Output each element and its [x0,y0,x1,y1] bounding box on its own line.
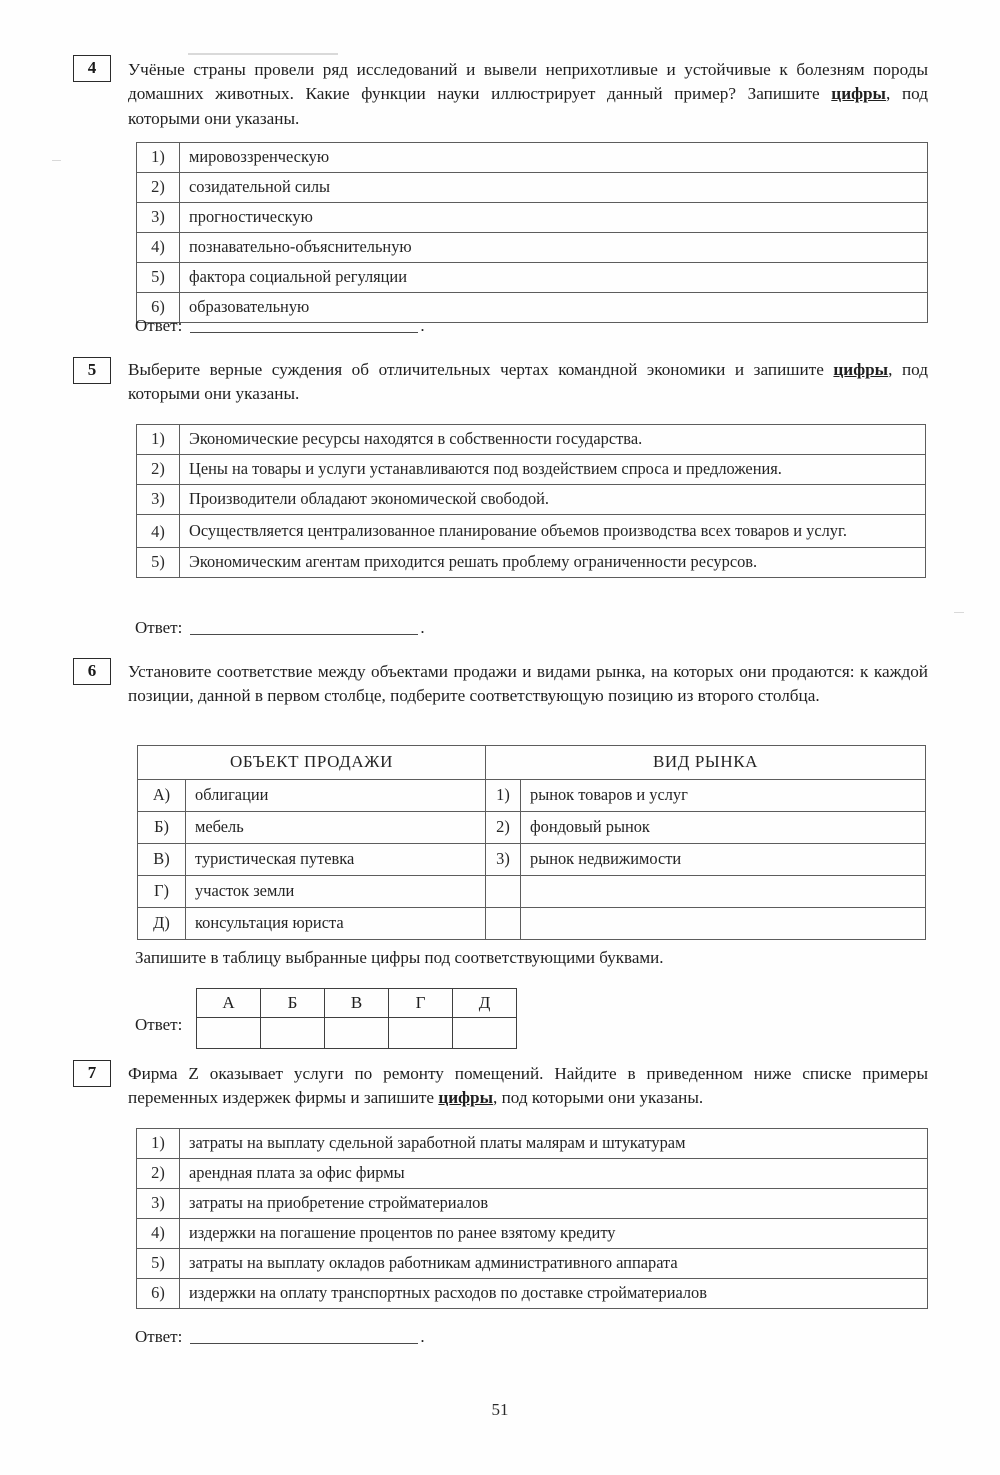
page-number: 51 [491,1400,509,1419]
option-text: издержки на оплату транспортных расходов по доставке стройматериалов [180,1279,928,1309]
task-prompt-5-before: Выберите верные суждения об отличительных чертах командной экономики и запишите [128,360,834,379]
option-index: 6) [137,293,180,323]
answer-line-4 [135,316,425,336]
option-index: 6) [137,1279,180,1309]
table-row [137,455,926,485]
matching-letter: Д) [138,908,186,940]
table-row [137,233,928,263]
answer-grid-cell[interactable] [453,1018,517,1049]
option-index: 2) [137,1159,180,1189]
task-number-4: 4 [73,55,111,82]
option-index: 1) [137,425,180,455]
answer-grid-header: В [325,989,389,1018]
option-text: Экономическим агентам приходится решать проблему ограниченности ресурсов. [180,548,926,578]
option-index: 4) [137,233,180,263]
table-header-row [197,989,517,1018]
option-index: 4) [137,515,180,548]
table-row [137,1129,928,1159]
task-number-5: 5 [73,357,111,384]
matching-digit: 1) [486,780,521,812]
task-prompt-7-before: Фирма Z оказывает услуги по ремонту помещений. Найдите в приведенном ниже списке примеры переменных издержек фирмы и запишите [128,1064,928,1108]
option-index: 1) [137,143,180,173]
table-row [137,425,926,455]
option-index: 3) [137,485,180,515]
matching-digit [486,908,521,940]
scan-artifact [188,53,338,55]
table-row [137,1249,928,1279]
matching-digit: 2) [486,812,521,844]
answer-period: . [420,618,425,637]
answer-period: . [420,316,425,335]
task-5-options-table [136,424,926,578]
table-row [138,908,926,940]
table-row [137,1159,928,1189]
task-prompt-4-emphasis: цифры [831,84,886,104]
task-prompt-4-before: Учёные страны провели ряд исследований и вывели неприхотливые и устойчивые к болезням породы домашних животных. Какие функции науки иллюстрирует данный пример? Запишите [128,60,928,104]
answer-label: Ответ: [135,618,183,637]
option-index: 3) [137,1189,180,1219]
answer-label: Ответ: [135,1015,183,1034]
task-prompt-4 [128,58,928,131]
answer-period: . [420,1327,425,1346]
scan-artifact [52,160,61,161]
option-text: Цены на товары и услуги устанавливаются под воздействием спроса и предложения. [180,455,926,485]
answer-label-6 [135,1015,186,1035]
option-text: арендная плата за офис фирмы [180,1159,928,1189]
answer-blank[interactable] [190,318,418,333]
task-prompt-6-before: Установите соответствие между объектами продажи и видами рынка, на которых они продаются: к каждой позиции, данной в первом столбце, подберите соответствующую позицию из второго столбца. [128,662,928,706]
option-text: Осуществляется централизованное планирование объемов производства всех товаров и услуг. [180,515,926,548]
answer-grid-header: Д [453,989,517,1018]
answer-grid-cell[interactable] [197,1018,261,1049]
option-text: мировоззренческую [180,143,928,173]
table-row [137,1189,928,1219]
option-index: 1) [137,1129,180,1159]
option-text: затраты на выплату окладов работникам административного аппарата [180,1249,928,1279]
matching-letter: Г) [138,876,186,908]
option-text: затраты на приобретение стройматериалов [180,1189,928,1219]
matching-left-text: участок земли [186,876,486,908]
task-prompt-4-after: , под которыми они указаны. [128,84,928,128]
table-row [138,812,926,844]
answer-grid-cell[interactable] [389,1018,453,1049]
table-row [137,143,928,173]
answer-line-7 [135,1327,425,1347]
matching-left-text: туристическая путевка [186,844,486,876]
option-index: 5) [137,548,180,578]
table-row [197,1018,517,1049]
matching-right-text [521,908,926,940]
table-row [137,548,926,578]
option-text: познавательно-объяснительную [180,233,928,263]
matching-right-text: рынок недвижимости [521,844,926,876]
table-header-row [138,746,926,780]
option-text: Производители обладают экономической свободой. [180,485,926,515]
task-number-7: 7 [73,1060,111,1087]
option-text: Экономические ресурсы находятся в собственности государства. [180,425,926,455]
table-row [137,1279,928,1309]
matching-left-header: ОБЪЕКТ ПРОДАЖИ [138,746,486,780]
task-6-note: Запишите в таблицу выбранные цифры под соответствующими буквами. [135,948,664,967]
scan-artifact [954,612,964,613]
table-row [137,203,928,233]
answer-label: Ответ: [135,1327,183,1346]
matching-left-text: консультация юриста [186,908,486,940]
task-6-answer-grid [196,988,517,1049]
matching-digit [486,876,521,908]
task-prompt-5-after: , под которыми они указаны. [128,360,928,404]
answer-grid-header: Г [389,989,453,1018]
task-prompt-7-after: , под которыми они указаны. [493,1088,704,1108]
matching-right-text [521,876,926,908]
answer-grid-cell[interactable] [261,1018,325,1049]
option-text: созидательной силы [180,173,928,203]
option-index: 2) [137,455,180,485]
option-index: 4) [137,1219,180,1249]
task-prompt-6 [128,660,928,709]
option-text: фактора социальной регуляции [180,263,928,293]
option-index: 5) [137,263,180,293]
task-number-6: 6 [73,658,111,685]
table-row [138,876,926,908]
option-text: прогностическую [180,203,928,233]
matching-left-text: мебель [186,812,486,844]
table-row [137,263,928,293]
task-7-options-table [136,1128,928,1309]
matching-right-text: рынок товаров и услуг [521,780,926,812]
task-prompt-5-emphasis: цифры [833,360,889,379]
matching-letter: В) [138,844,186,876]
task-prompt-7 [128,1062,928,1111]
table-row [137,173,928,203]
answer-blank[interactable] [190,620,418,635]
table-row [138,844,926,876]
option-index: 3) [137,203,180,233]
matching-right-text: фондовый рынок [521,812,926,844]
answer-grid-header: А [197,989,261,1018]
table-row [137,515,926,548]
answer-line-5 [135,618,425,638]
table-row [137,485,926,515]
task-prompt-5 [128,358,928,407]
task-6-matching-table [137,745,926,940]
matching-letter: А) [138,780,186,812]
task-prompt-7-emphasis: цифры [438,1088,493,1108]
matching-right-header: ВИД РЫНКА [486,746,926,780]
task-4-options-table [136,142,928,323]
table-row [137,1219,928,1249]
option-text: затраты на выплату сдельной заработной платы малярам и штукатурам [180,1129,928,1159]
option-index: 2) [137,173,180,203]
answer-blank[interactable] [190,1329,418,1344]
option-text: образовательную [180,293,928,323]
answer-grid-header: Б [261,989,325,1018]
answer-label: Ответ: [135,316,183,335]
matching-digit: 3) [486,844,521,876]
table-row [138,780,926,812]
matching-letter: Б) [138,812,186,844]
matching-left-text: облигации [186,780,486,812]
option-index: 5) [137,1249,180,1279]
option-text: издержки на погашение процентов по ранее взятому кредиту [180,1219,928,1249]
answer-grid-cell[interactable] [325,1018,389,1049]
